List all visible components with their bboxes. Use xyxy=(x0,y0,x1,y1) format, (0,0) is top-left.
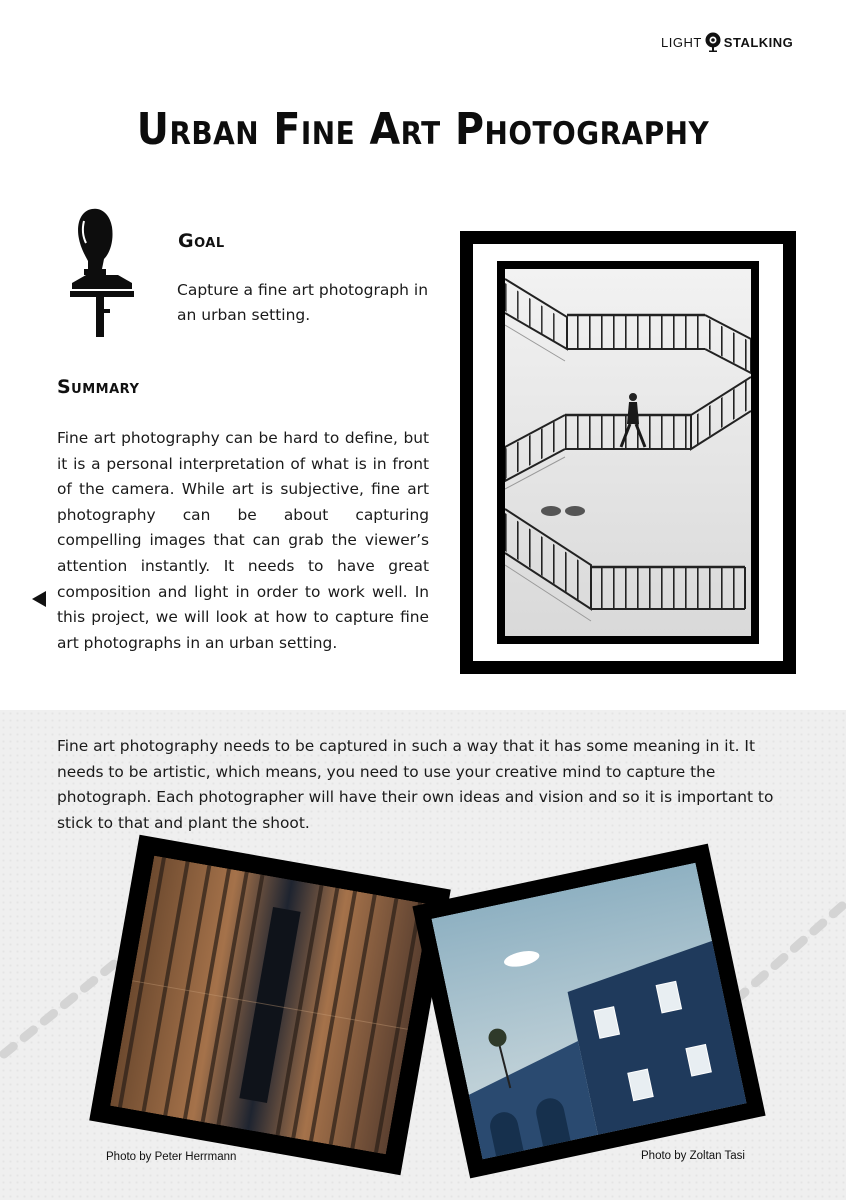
dashed-line-right xyxy=(730,900,846,1006)
photo-credit-peter-herrmann: Photo by Peter Herrmann xyxy=(106,1151,237,1163)
summary-heading: Summary xyxy=(57,376,140,398)
blue-building-photo xyxy=(431,863,746,1160)
body-paragraph: Fine art photography needs to be captured in such a way that it has some meaning in it. It needs to be artistic, which means, you need to use your creative mind to capture the photograph. Each photographer will have their own ideas and vision and so it is important to stick to that and plant the shoot. xyxy=(57,737,774,832)
stairs-photo-frame xyxy=(460,231,796,674)
goal-heading: Goal xyxy=(178,230,225,252)
corridor-photo-frame xyxy=(89,835,451,1175)
logo-text-stalking: STALKING xyxy=(723,34,794,50)
camera-icon xyxy=(704,32,722,52)
corridor-photo-art xyxy=(110,856,430,1155)
blue-building-photo-art xyxy=(431,863,746,1160)
sculpture-bust-icon xyxy=(66,205,138,341)
frame-inner xyxy=(497,261,759,644)
previous-page-arrow-icon[interactable] xyxy=(32,591,46,607)
light-stalking-logo[interactable] xyxy=(661,32,793,52)
summary-text: Fine art photography can be hard to define, but it is a personal interpretation of what is in front of the camera. While art is subjective, fine art photography can be about capturing compelling images that can grab the viewer’s attention instantly. It needs to have great composition and light in order to work well. In this project, we will look at how to capture fine art photographs in an urban setting. xyxy=(57,429,429,652)
goal-text: Capture a fine art photograph in an urban setting. xyxy=(177,281,429,324)
photo-credit-zoltan-tasi: Photo by Zoltan Tasi xyxy=(641,1150,745,1162)
page-title: Urban Fine Art Photography xyxy=(136,104,710,155)
stairs-photo xyxy=(505,269,751,636)
corridor-photo xyxy=(110,856,430,1155)
logo-text-light: LIGHT xyxy=(661,34,702,50)
